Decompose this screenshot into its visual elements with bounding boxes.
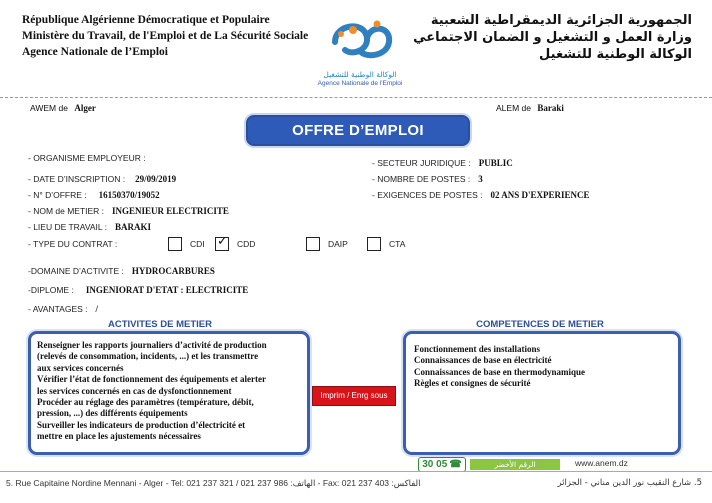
- competences-list: [406, 334, 678, 390]
- header-divider: [0, 97, 712, 98]
- green-number-label-ar: الرقم الأخضر: [470, 459, 560, 470]
- avantages-row: [28, 299, 98, 317]
- logo-caption-ar: الوكالة الوطنية للتشغيل: [323, 70, 397, 79]
- domaine-row: [28, 261, 215, 279]
- date-label: - DATE D’INSCRIPTION :: [28, 174, 126, 184]
- competence-line: Connaissances de base en thermodynamique: [414, 366, 586, 377]
- exigences-value: 02 ANS D'EXPERIENCE: [490, 190, 590, 200]
- postes-label: - NOMBRE DE POSTES :: [372, 174, 471, 184]
- cdd-checkbox[interactable]: [215, 234, 229, 251]
- secteur-label: - SECTEUR JURIDIQUE :: [372, 158, 471, 168]
- footer-address-fr: 5. Rue Capitaine Nordine Mennani - Alger - Tel: 021 237 321 / 021 237 986 :الهاتف - Fax: 021 237 403 :الفاكس: [6, 478, 421, 488]
- green-number: [418, 457, 466, 472]
- lieu-value: BARAKI: [115, 222, 152, 232]
- awem-value: Alger: [74, 103, 96, 113]
- competence-line: Règles et consignes de sécurité: [414, 378, 531, 389]
- diplome-row: [28, 280, 248, 298]
- activite-line: Vérifier l’état de fonctionnement des équipements et alerter: [37, 374, 267, 385]
- activite-line: Surveiller les indicateurs de production d’électricité et: [37, 419, 246, 430]
- contrat-label: - TYPE DU CONTRAT :: [28, 239, 118, 249]
- cta-option-label: CTA: [389, 239, 406, 249]
- offer-title-banner: [246, 115, 470, 146]
- diplome-value: INGENIORAT D'ETAT : ELECTRICITE: [85, 285, 249, 295]
- anem-logo: [305, 12, 415, 92]
- agency-name-fr: Agence Nationale de l’Emploi: [22, 46, 168, 58]
- domaine-value: HYDROCARBURES: [131, 266, 215, 276]
- exigences-label: - EXIGENCES DE POSTES :: [372, 190, 483, 200]
- cdi-checkbox[interactable]: [168, 237, 182, 251]
- activites-title: ACTIVITES DE METIER: [108, 319, 212, 330]
- activite-line: Procéder au réglage des paramètres (température, débit,: [37, 397, 254, 408]
- logo-caption-fr: Agence Nationale de l'Emploi: [317, 80, 403, 87]
- agency-name-ar: الوكالة الوطنية للتشغيل: [539, 47, 692, 62]
- offre-value: 16150370/19052: [98, 190, 160, 200]
- metier-label: - NOM de METIER :: [28, 206, 105, 216]
- awem-row: [30, 103, 96, 113]
- cta-checkbox[interactable]: [367, 237, 381, 251]
- competence-line: Connaissances de base en électricité: [414, 355, 552, 366]
- competence-line: Fonctionnement des installations: [414, 344, 541, 354]
- phone-icon: ☎: [449, 459, 462, 470]
- activite-line: aux services concernés: [37, 362, 124, 373]
- website-link[interactable]: www.anem.dz: [575, 458, 628, 468]
- awem-label: AWEM de: [30, 103, 68, 113]
- republic-name-ar: الجمهورية الجزائرية الديمقراطية الشعبية: [430, 13, 692, 28]
- competences-panel: [403, 331, 681, 455]
- lieu-row: [28, 217, 151, 235]
- alem-row: [496, 103, 564, 113]
- activites-list: [31, 334, 307, 443]
- avantages-value: /: [95, 304, 99, 314]
- activites-panel: [28, 331, 310, 455]
- cdd-option-label: CDD: [237, 239, 256, 249]
- offer-title: OFFRE D’EMPLOI: [292, 122, 424, 139]
- green-number-value: 30 05: [422, 459, 448, 470]
- exigences-row: [372, 185, 590, 203]
- metier-value: INGENIEUR ELECTRICITE: [112, 206, 229, 216]
- daip-option-label: DAIP: [328, 239, 348, 249]
- cdi-option-label: CDI: [190, 239, 205, 249]
- postes-value: 3: [478, 174, 483, 184]
- date-value: 29/09/2019: [135, 174, 177, 184]
- footer-address-ar: 5. شارع النقيب نور الدين مناني - الجزائر: [557, 478, 702, 488]
- header-french: [22, 12, 308, 60]
- header-arabic: [413, 12, 692, 63]
- domaine-label: -DOMAINE D’ACTIVITE :: [28, 266, 124, 276]
- alem-label: ALEM de: [496, 103, 531, 113]
- daip-checkbox[interactable]: [306, 237, 320, 251]
- print-save-button[interactable]: Imprim / Enrg sous: [312, 386, 396, 406]
- activite-line: pression, ...) des différents équipements: [37, 408, 188, 419]
- alem-value: Baraki: [537, 103, 564, 113]
- checkmark-icon: ✓: [217, 234, 228, 249]
- republic-name-fr: République Algérienne Démocratique et Populaire: [22, 14, 270, 26]
- diplome-label: -DIPLOME :: [28, 285, 74, 295]
- avantages-label: - AVANTAGES :: [28, 304, 88, 314]
- competences-title: COMPETENCES DE METIER: [476, 319, 604, 330]
- activite-line: Renseigner les rapports journaliers d’activité de production: [37, 340, 267, 350]
- footer-divider: [0, 471, 712, 472]
- activite-line: (relevés de consommation, incidents, ...) et les transmettre: [37, 351, 259, 362]
- lieu-label: - LIEU DE TRAVAIL :: [28, 222, 108, 232]
- activite-line: mettre en place les ajustements nécessaires: [37, 431, 201, 442]
- ministry-name-ar: وزارة العمل و التشغيل و الضمان الاجتماعي: [413, 30, 692, 45]
- logo-mark-icon: [305, 12, 415, 70]
- offre-label: - N° D’OFFRE :: [28, 190, 87, 200]
- ministry-name-fr: Ministère du Travail, de l'Emploi et de La Sécurité Sociale: [22, 30, 309, 42]
- organisme-label: - ORGANISME EMPLOYEUR :: [28, 153, 146, 163]
- activite-line: les services concernés en cas de dysfonctionnement: [37, 385, 232, 396]
- secteur-value: PUBLIC: [478, 158, 513, 168]
